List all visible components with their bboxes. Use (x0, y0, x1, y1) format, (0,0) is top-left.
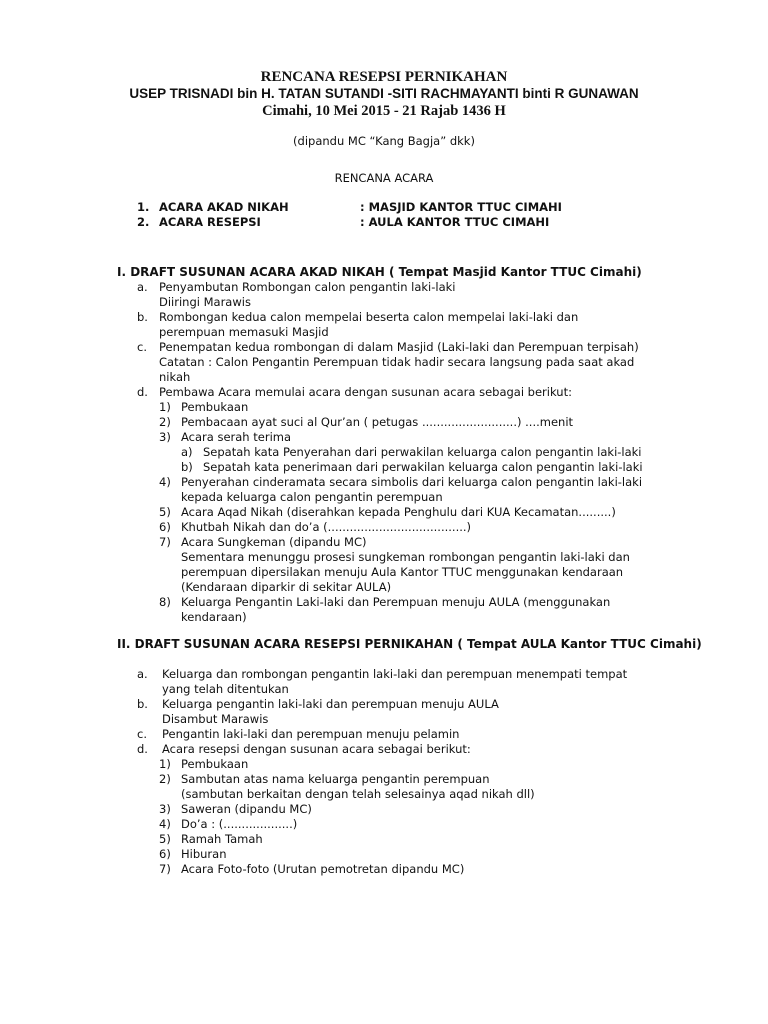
list-item-text: Disambut Marawis (162, 712, 269, 726)
sub-item-text: perempuan dipersilakan menuju Aula Kantor TTUC menggunakan kendaraan (181, 565, 624, 579)
list-item-text: Penempatan kedua rombongan di dalam Masjid (Laki-laki dan Perempuan terpisah) (159, 340, 639, 354)
list-marker: c. (137, 340, 147, 354)
list-item-text: Diiringi Marawis (159, 295, 251, 309)
agenda-number: 1. (137, 200, 150, 214)
list-marker: b. (137, 310, 148, 324)
sub-marker: 2) (159, 772, 171, 786)
sub-item-text: Acara Aqad Nikah (diserahkan kepada Penghulu dari KUA Kecamatan.........) (181, 505, 616, 519)
list-marker: a. (137, 667, 148, 681)
sub-marker: 8) (159, 595, 171, 609)
list-marker: d. (137, 742, 148, 756)
agenda-place: : AULA KANTOR TTUC CIMAHI (360, 215, 550, 229)
sub-item-text: Hiburan (181, 847, 227, 861)
sub-marker: 1) (159, 757, 171, 771)
sub-item-text: Penyerahan cinderamata secara simbolis dari keluarga calon pengantin laki-laki (181, 475, 643, 489)
sub-marker: 6) (159, 847, 171, 861)
sub-marker: 7) (159, 535, 171, 549)
list-marker: a. (137, 280, 148, 294)
list-item-text: Keluarga pengantin laki-laki dan perempuan menuju AULA (162, 697, 499, 711)
sub-item-text: Keluarga Pengantin Laki-laki dan Perempuan menuju AULA (menggunakan (181, 595, 611, 609)
sub-item-text: (Kendaraan diparkir di sekitar AULA) (181, 580, 392, 594)
list-marker: c. (137, 727, 147, 741)
document-title: RENCANA RESEPSI PERNIKAHAN (260, 69, 508, 85)
sub-marker: 3) (159, 802, 171, 816)
sub-marker: 4) (159, 817, 171, 831)
sub-marker: 4) (159, 475, 171, 489)
agenda-label: ACARA AKAD NIKAH (159, 200, 289, 214)
section-1-heading: I. DRAFT SUSUNAN ACARA AKAD NIKAH ( Tempat Masjid Kantor TTUC Cimahi) (117, 265, 642, 279)
sub-sub-item-text: Sepatah kata penerimaan dari perwakilan keluarga calon pengantin laki-laki (203, 460, 643, 474)
sub-item-text: Acara Sungkeman (dipandu MC) (181, 535, 367, 549)
sub-marker: 2) (159, 415, 171, 429)
list-item-text: Rombongan kedua calon mempelai beserta calon mempelai laki-laki dan (159, 310, 579, 324)
sub-marker: 3) (159, 430, 171, 444)
list-marker: b. (137, 697, 148, 711)
sub-marker: 7) (159, 862, 171, 876)
mc-note: (dipandu MC “Kang Bagja” dkk) (293, 134, 475, 148)
sub-item-text: kepada keluarga calon pengantin perempuan (181, 490, 443, 504)
agenda-heading: RENCANA ACARA (334, 171, 434, 185)
couple-names: USEP TRISNADI bin H. TATAN SUTANDI -SITI RACHMAYANTI binti R GUNAWAN (129, 86, 639, 101)
list-item-text: Catatan : Calon Pengantin Perempuan tidak hadir secara langsung pada saat akad (159, 355, 635, 369)
list-marker: d. (137, 385, 148, 399)
list-item-text: Pengantin laki-laki dan perempuan menuju pelamin (162, 727, 460, 741)
agenda-place: : MASJID KANTOR TTUC CIMAHI (360, 200, 562, 214)
section-2-heading: II. DRAFT SUSUNAN ACARA RESEPSI PERNIKAHAN ( Tempat AULA Kantor TTUC Cimahi) (117, 637, 702, 651)
sub-marker: 5) (159, 505, 171, 519)
sub-sub-item-text: Sepatah kata Penyerahan dari perwakilan keluarga calon pengantin laki-laki (203, 445, 642, 459)
list-item-text: Pembawa Acara memulai acara dengan susunan acara sebagai berikut: (159, 385, 572, 399)
sub-item-text: Pembacaan ayat suci al Qur’an ( petugas ..........................) ....menit (181, 415, 574, 429)
sub-item-text: Acara Foto-foto (Urutan pemotretan dipandu MC) (181, 862, 465, 876)
list-item-text: nikah (159, 370, 191, 384)
event-date: Cimahi, 10 Mei 2015 - 21 Rajab 1436 H (262, 103, 506, 119)
sub-item-text: (sambutan berkaitan dengan telah selesainya aqad nikah dll) (181, 787, 535, 801)
list-item-text: yang telah ditentukan (162, 682, 289, 696)
agenda-label: ACARA RESEPSI (159, 215, 261, 229)
list-item-text: perempuan memasuki Masjid (159, 325, 329, 339)
sub-marker: 6) (159, 520, 171, 534)
sub-item-text: Ramah Tamah (181, 832, 263, 846)
sub-item-text: Sementara menunggu prosesi sungkeman rombongan pengantin laki-laki dan (181, 550, 630, 564)
sub-item-text: Khutbah Nikah dan do’a (......................................) (181, 520, 472, 534)
list-item-text: Keluarga dan rombongan pengantin laki-laki dan perempuan menempati tempat (162, 667, 628, 681)
sub-sub-marker: b) (181, 460, 193, 474)
sub-item-text: kendaraan) (181, 610, 247, 624)
sub-sub-marker: a) (181, 445, 193, 459)
sub-item-text: Pembukaan (181, 757, 249, 771)
sub-item-text: Acara serah terima (181, 430, 292, 444)
list-item-text: Penyambutan Rombongan calon pengantin laki-laki (159, 280, 456, 294)
list-item-text: Acara resepsi dengan susunan acara sebagai berikut: (162, 742, 471, 756)
sub-marker: 1) (159, 400, 171, 414)
agenda-number: 2. (137, 215, 150, 229)
sub-item-text: Do’a : (...................) (181, 817, 298, 831)
sub-item-text: Sambutan atas nama keluarga pengantin perempuan (181, 772, 490, 786)
sub-item-text: Saweran (dipandu MC) (181, 802, 312, 816)
sub-item-text: Pembukaan (181, 400, 249, 414)
sub-marker: 5) (159, 832, 171, 846)
